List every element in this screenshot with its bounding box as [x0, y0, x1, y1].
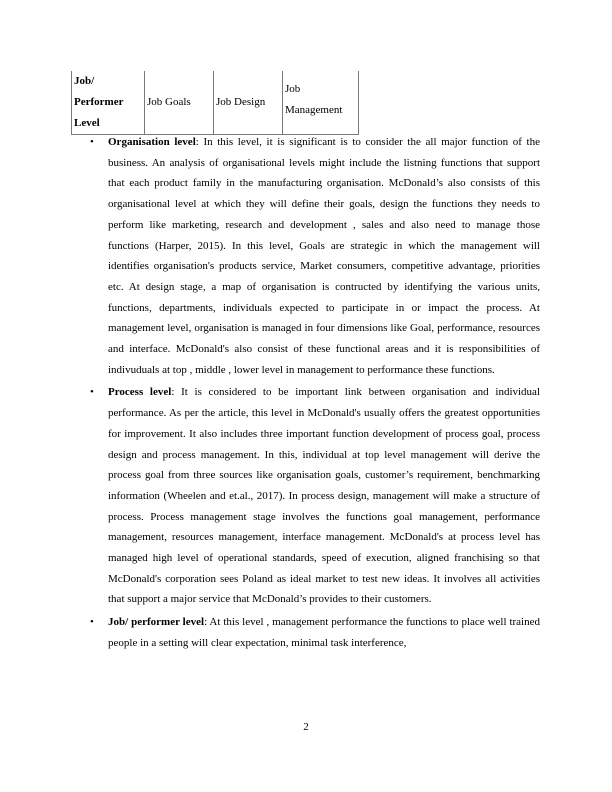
- cell-line: Level: [74, 117, 100, 129]
- bullet-icon: •: [90, 136, 94, 148]
- bullet-title: Process level: [108, 386, 172, 399]
- bullet-text: : At this level , management performance the functions to place well trained people in a setting will clear expectation, minimal task interference,: [108, 616, 540, 649]
- table-cell-job-performer-level: [72, 71, 145, 135]
- table-cell-job-management: [283, 71, 359, 135]
- bullet-title: Job/ performer level: [108, 616, 205, 629]
- table-cell-job-goals: Job Goals: [145, 71, 214, 135]
- table-row: [72, 71, 359, 135]
- cell-line: Management: [285, 104, 343, 116]
- page-number: 2: [303, 721, 309, 733]
- table-cell-job-design: Job Design: [214, 71, 283, 135]
- list-item-process-level: [90, 382, 540, 610]
- list-item-job-performer-level: [90, 612, 540, 653]
- bullet-title: Organisation level: [108, 136, 196, 148]
- bullet-text: : In this level, it is significant is to consider the all major function of the business. An analysis of organisational levels might include the listning functions that support that each product family in the manufacturing organisation. McDonald’s also consists of this organisational level at which they will define their goals, design the functions they needs to perform like marketing, research and development , sales and also need to manage those functions (Harper, 2015). In this level, Goals are strategic in which the management will identifies organisation's products service, Market consumers, competitive advantage, priorities etc. At design stage, a map of organisation is contructed by identifying the various units, functions, departments, individuals expected to participate in or impact the process. At management level, organisation is managed in four dimensions like Goal, performance, resources and interface. McDonald's also consist of these functional areas and it is responsibilities of indivuduals at top , middle , lower level in management to performance these functions.: [108, 136, 540, 376]
- bullet-icon: •: [90, 616, 94, 629]
- list-item-organisation-level: [90, 132, 540, 380]
- cell-line: Job: [285, 83, 301, 95]
- cell-line: Performer: [74, 96, 124, 108]
- levels-table: [71, 71, 359, 135]
- bullet-list: [90, 132, 540, 656]
- cell-line: Job/: [74, 75, 95, 87]
- bullet-icon: •: [90, 386, 94, 399]
- bullet-text: : It is considered to be important link between organisation and individual performance. As per the article, this level in McDonald's usually offers the greatest opportunities for improvement. It also includes three important function development of process goal, process design and process management. In this, individual at top level management will derive the process goal from three sources like organisation goals, customer’s requirement, benchmarking information (Wheelen and et.al., 2017). In process design, management will make a structure of process. Process management stage involves the functions goal management, performance management, resources management, interface management. McDonald's at process level has managed high level of operational standards, speed of execution, aligned franchising so that McDonald's corporation sees Poland as ideal market to test new ideas. It involves all activities that support a major service that McDonald’s provides to their customers.: [108, 386, 540, 606]
